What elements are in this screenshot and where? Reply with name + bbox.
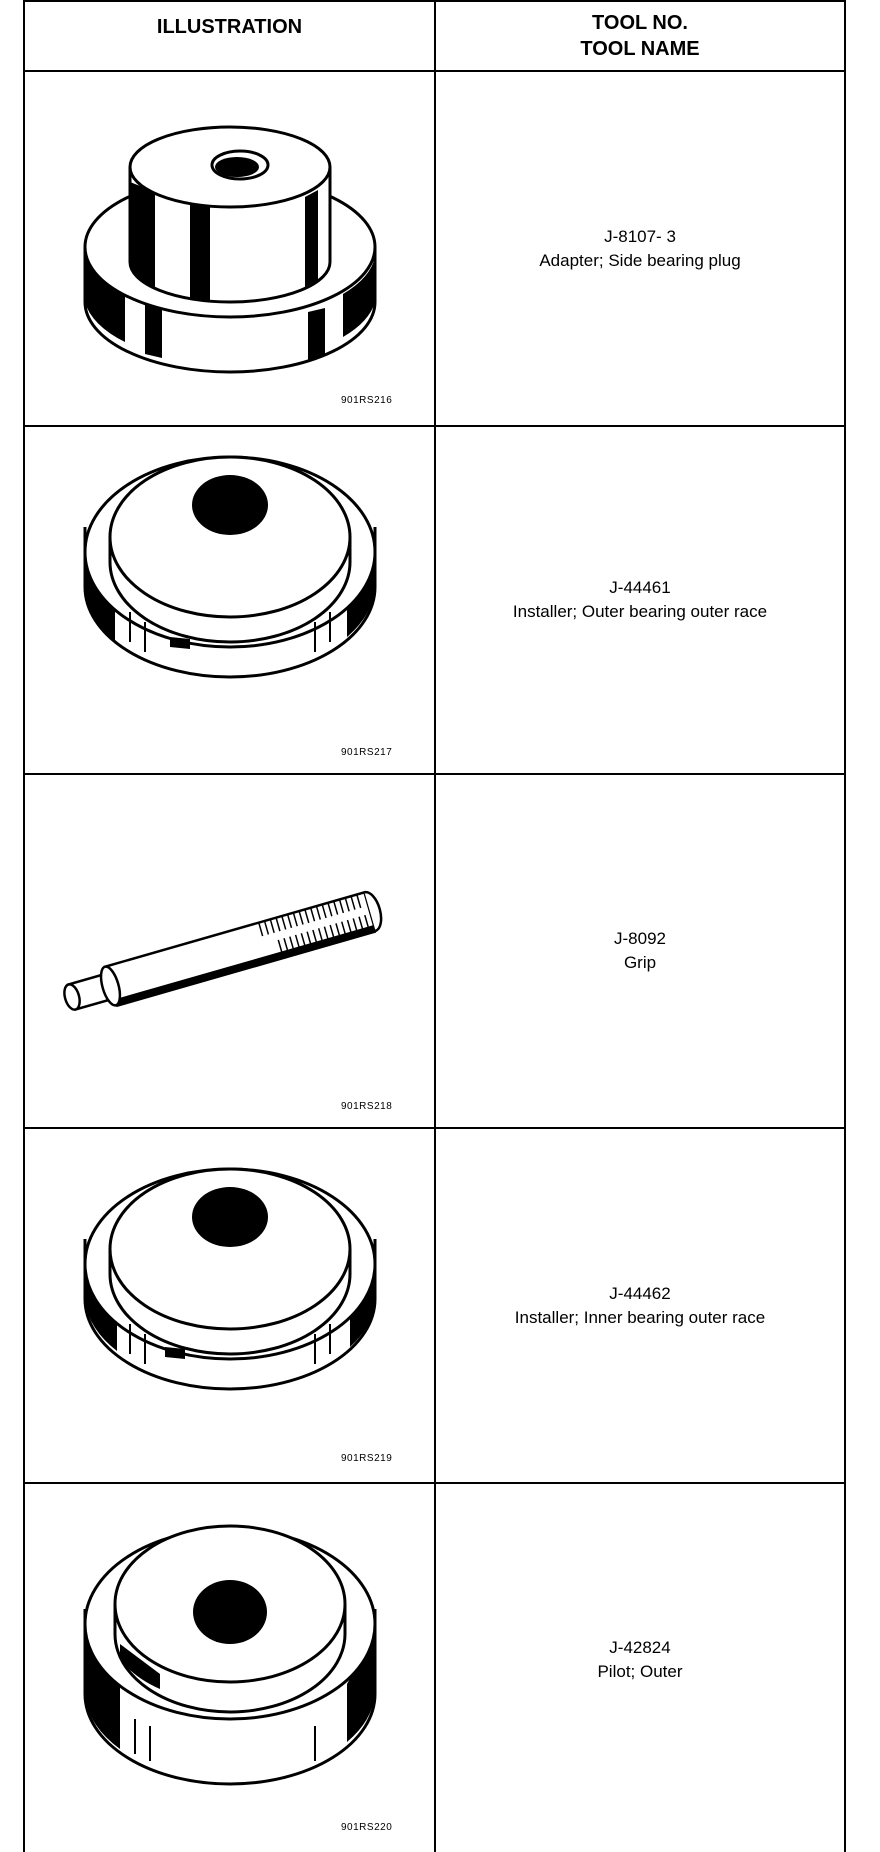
figure-code: 901RS218 [341,1101,393,1112]
header-tool [436,0,844,72]
stepped-disc-installer-illustration [25,427,434,773]
figure-code: 901RS219 [341,1453,393,1464]
table-border-right [844,0,846,1852]
illustration-cell [25,427,434,773]
tool-number: J-8092 [614,929,666,948]
figure-code: 901RS216 [341,395,393,406]
tool-name: Grip [623,953,657,972]
tool-number: J-42824 [609,1638,671,1657]
tool-name: Pilot; Outer [597,1662,683,1681]
stepped-disc-pilot-illustration [25,1484,434,1852]
tool-name: Installer; Inner bearing outer race [514,1307,766,1327]
header-tool-no-label: TOOL NO. [592,12,688,34]
tool-info-cell [436,1484,844,1836]
illustration-cell [25,1129,434,1482]
threaded-rod-grip-illustration [25,775,434,1127]
stepped-adapter-illustration [25,72,434,425]
tool-number: J-44462 [609,1283,671,1303]
tool-info-cell [436,427,844,773]
tool-name: Installer; Outer bearing outer race [512,602,768,621]
header-illustration [25,0,434,72]
illustration-cell [25,1484,434,1852]
tool-number: J-8107- 3 [604,226,676,246]
figure-code: 901RS220 [341,1822,393,1833]
stepped-disc-installer-illustration [25,1129,434,1482]
tool-info-cell [436,775,844,1127]
tool-info-cell [436,1129,844,1482]
tool-info-cell [436,72,844,425]
tool-table [23,0,846,1852]
tool-number: J-44461 [609,578,671,597]
tool-name: Adapter; Side bearing plug [539,250,741,270]
header-tool-name-label: TOOL NAME [580,38,700,60]
illustration-cell [25,775,434,1127]
illustration-cell [25,72,434,425]
header-illustration-label: ILLUSTRATION [156,16,303,38]
figure-code: 901RS217 [341,747,393,758]
